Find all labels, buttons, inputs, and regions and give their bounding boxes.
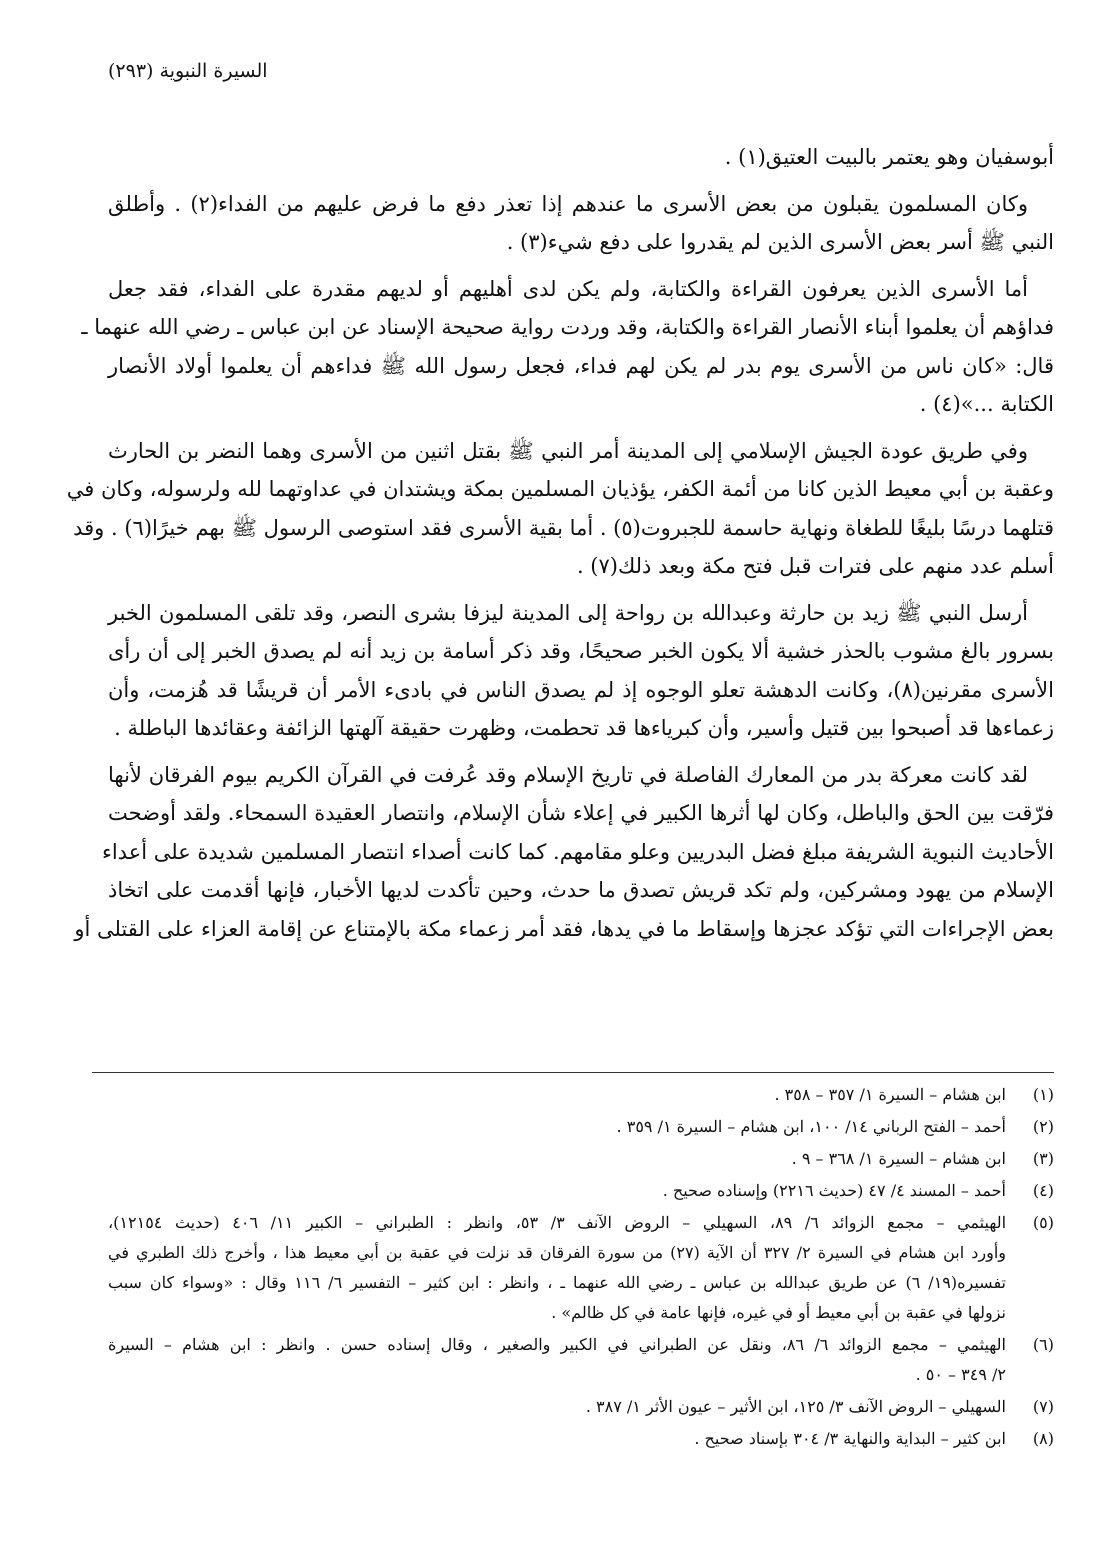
text-line: قال: «كان ناس من الأسرى يوم بدر لم يكن لهم فداء، فجعل رسول الله ﷺ فداءهم أن يعلموا أولاد الأنصار — [108, 353, 1054, 378]
footnote-line: السهيلي – الروض الآنف ٣/ ١٢٥، ابن الأثير – عيون الأثر ١/ ٣٨٧ . — [585, 1397, 1006, 1416]
footnote — [108, 1392, 1054, 1422]
footnote — [108, 1080, 1054, 1110]
text-line: الأحاديث النبوية الشريفة مبلغ فضل البدريين وعلو مقامهم. كما كانت أصداء انتصار المسلمين شديدة على أعداء — [101, 839, 1054, 864]
footnote-text — [108, 1392, 1006, 1422]
footnote-line: ٢/ ٣٤٩ – ٥٠ . — [915, 1365, 1006, 1384]
text-line: أبوسفيان وهو يعتمر بالبيت العتيق(١) . — [724, 145, 1054, 169]
paragraph — [66, 432, 1054, 586]
footnote-text — [108, 1176, 1006, 1206]
footnote-text — [108, 1424, 1006, 1454]
text-line: بعض الإجراءات التي تؤكد عجزها وإسقاط ما في يدها، فقد أمر زعماء مكة بالإمتناع عن إقامة العزاء على القتلى أو — [74, 916, 1054, 941]
footnote-number: (١) — [1032, 1085, 1054, 1104]
text-line: قتلهما درسًا بليغًا للطغاة ونهاية حاسمة للجبروت(٥) . أما بقية الأسرى فقد استوصى الرسول ﷺ بهم خيرًا(٦) . وقد — [73, 515, 1054, 540]
text-line: لقد كانت معركة بدر من المعارك الفاصلة في تاريخ الإسلام وقد عُرفت في القرآن الكريم بيوم الفرقان لأنها — [108, 762, 1028, 787]
text-line: بسرور بالغ مشوب بالحذر خشية ألا يكون الخبر صحيحًا، وقد ذكر أسامة بن زيد أنه لم يصدق الخبر إلى أن رأى — [108, 639, 1054, 663]
footnote-line: ابن هشام – السيرة ١/ ٣٦٨ – ٩ . — [791, 1149, 1006, 1168]
page-number: (٢٩٣) — [108, 60, 154, 82]
text-line: النبي ﷺ أسر بعض الأسرى الذين لم يقدروا على دفع شيء(٣) . — [506, 230, 1054, 254]
paragraph — [108, 185, 1054, 262]
footnote-text — [108, 1330, 1006, 1390]
book-title: السيرة النبوية — [159, 60, 268, 82]
footnote-line: الهيثمي – مجمع الزوائد ٦/ ٨٦، ونقل عن الطبراني في الكبير والصغير ، وقال إسناده حسن . وانظر : ابن هشام – السيرة — [108, 1335, 1006, 1354]
footnote-text — [108, 1112, 1006, 1142]
footnote-text — [108, 1144, 1006, 1174]
footnote-line: تفسيره(١٩/ ٦) عن طريق عبدالله بن عباس ـ رضي الله عنهما ـ ، وانظر : ابن كثير – التفسير ٦/ ١١٦ وقال : «وسواء كان سبب — [108, 1273, 1006, 1292]
paragraph — [108, 138, 1054, 177]
footnote-number: (٤) — [1032, 1181, 1054, 1200]
text-line: أما الأسرى الذين يعرفون القراءة والكتابة، ولم يكن لدى أهليهم أو لديهم مقدرة على الفداء، فقد جعل — [108, 276, 1028, 301]
text-line: وفي طريق عودة الجيش الإسلامي إلى المدينة أمر النبي ﷺ بقتل اثنين من الأسرى وهما النضر بن الحارث — [108, 438, 1028, 463]
text-line: زعماءها قد أصبحوا بين قتيل وأسير، وأن كبرياءها قد تحطمت، وظهرت حقيقة آلهتها الزائفة وعقائدها الباطلة . — [114, 716, 1054, 740]
text-line: وكان المسلمون يقبلون من بعض الأسرى ما عندهم إذا تعذر دفع ما فرض عليهم من الفداء(٢) . وأطلق — [108, 191, 1029, 216]
footnote-line: نزولها في عقبة بن أبي معيط أو في غيره، فإنها عامة في كل ظالم» . — [551, 1303, 1006, 1322]
footnote-line: وأورد ابن هشام في السيرة ٢/ ٣٢٧ أن الآية (٢٧) من سورة الفرقان قد نزلت في عقبة بن أبي معيط هذا ، وأخرج ذلك الطبري في — [108, 1243, 1006, 1262]
footnote-line: أحمد – المسند ٤/ ٤٧ (حديث ٢٢١٦) وإسناده صحيح . — [662, 1181, 1006, 1200]
footnote-text — [108, 1208, 1006, 1328]
footnote-number: (٧) — [1032, 1397, 1054, 1416]
footnotes — [108, 1080, 1054, 1456]
footnote-text — [108, 1080, 1006, 1110]
footnote-line: أحمد – الفتح الرباني ١٤/ ١٠٠، ابن هشام – السيرة ١/ ٣٥٩ . — [616, 1117, 1006, 1136]
footnote — [108, 1330, 1054, 1390]
text-line: أسلم عدد منهم على فترات قبل فتح مكة وبعد ذلك(٧) . — [576, 554, 1054, 578]
main-text — [66, 138, 1054, 956]
paragraph — [74, 756, 1054, 949]
paragraph — [81, 270, 1054, 424]
text-line: الأسرى مقرنين(٨)، وكانت الدهشة تعلو الوجوه إذ لم يصدق الناس في بادىء الأمر أن قريشًا قد هُزمت، وأن — [108, 677, 1054, 702]
text-line: أرسل النبي ﷺ زيد بن حارثة وعبدالله بن رواحة إلى المدينة ليزفا بشرى النصر، وقد تلقى المسلمون الخبر — [108, 600, 1028, 625]
footnote — [108, 1176, 1054, 1206]
footnote-divider — [92, 1072, 1054, 1073]
text-line: فداؤهم أن يعلموا أبناء الأنصار القراءة والكتابة، وقد وردت رواية صحيحة الإسناد عن ابن عباس ـ رضي الله عنهما ـ — [81, 315, 1054, 339]
footnote-number: (٥) — [1032, 1213, 1054, 1232]
paragraph — [108, 594, 1054, 748]
footnote — [108, 1112, 1054, 1142]
text-line: الكتابة ...»(٤) . — [919, 392, 1054, 416]
footnote-line: ابن كثير – البداية والنهاية ٣/ ٣٠٤ بإسناد صحيح . — [694, 1429, 1006, 1448]
footnote-number: (٨) — [1032, 1429, 1054, 1448]
text-line: الإسلام من يهود ومشركين، ولم تكد قريش تصدق ما حدث، وحين تأكدت لديها الأخبار، فإنها أقدمت على اتخاذ — [108, 878, 1054, 902]
text-line: وعقبة بن أبي معيط الذين كانا من أئمة الكفر، يؤذيان المسلمين بمكة ويشتدان في عداوتهما لله ولرسوله، وكان في — [66, 477, 1054, 501]
footnote — [108, 1208, 1054, 1328]
footnote-number: (٢) — [1032, 1117, 1054, 1136]
footnote-line: ابن هشام – السيرة ١/ ٣٥٧ – ٣٥٨ . — [774, 1085, 1006, 1104]
footnote-line: الهيثمي – مجمع الزوائد ٦/ ٨٩، السهيلي – الروض الآنف ٣/ ٥٣، وانظر : الطبراني – الكبير ١١/ ٤٠٦ (حديث ١٢١٥٤)، — [108, 1213, 1007, 1232]
text-line: فرّقت بين الحق والباطل، وكان لها أثرها الكبير في إعلاء شأن الإسلام، وانتصار العقيدة السمحاء. ولقد أوضحت — [108, 801, 1054, 825]
footnote — [108, 1144, 1054, 1174]
footnote-number: (٣) — [1032, 1149, 1054, 1168]
footnote-number: (٦) — [1032, 1335, 1054, 1354]
running-header — [108, 60, 268, 82]
footnote — [108, 1424, 1054, 1454]
